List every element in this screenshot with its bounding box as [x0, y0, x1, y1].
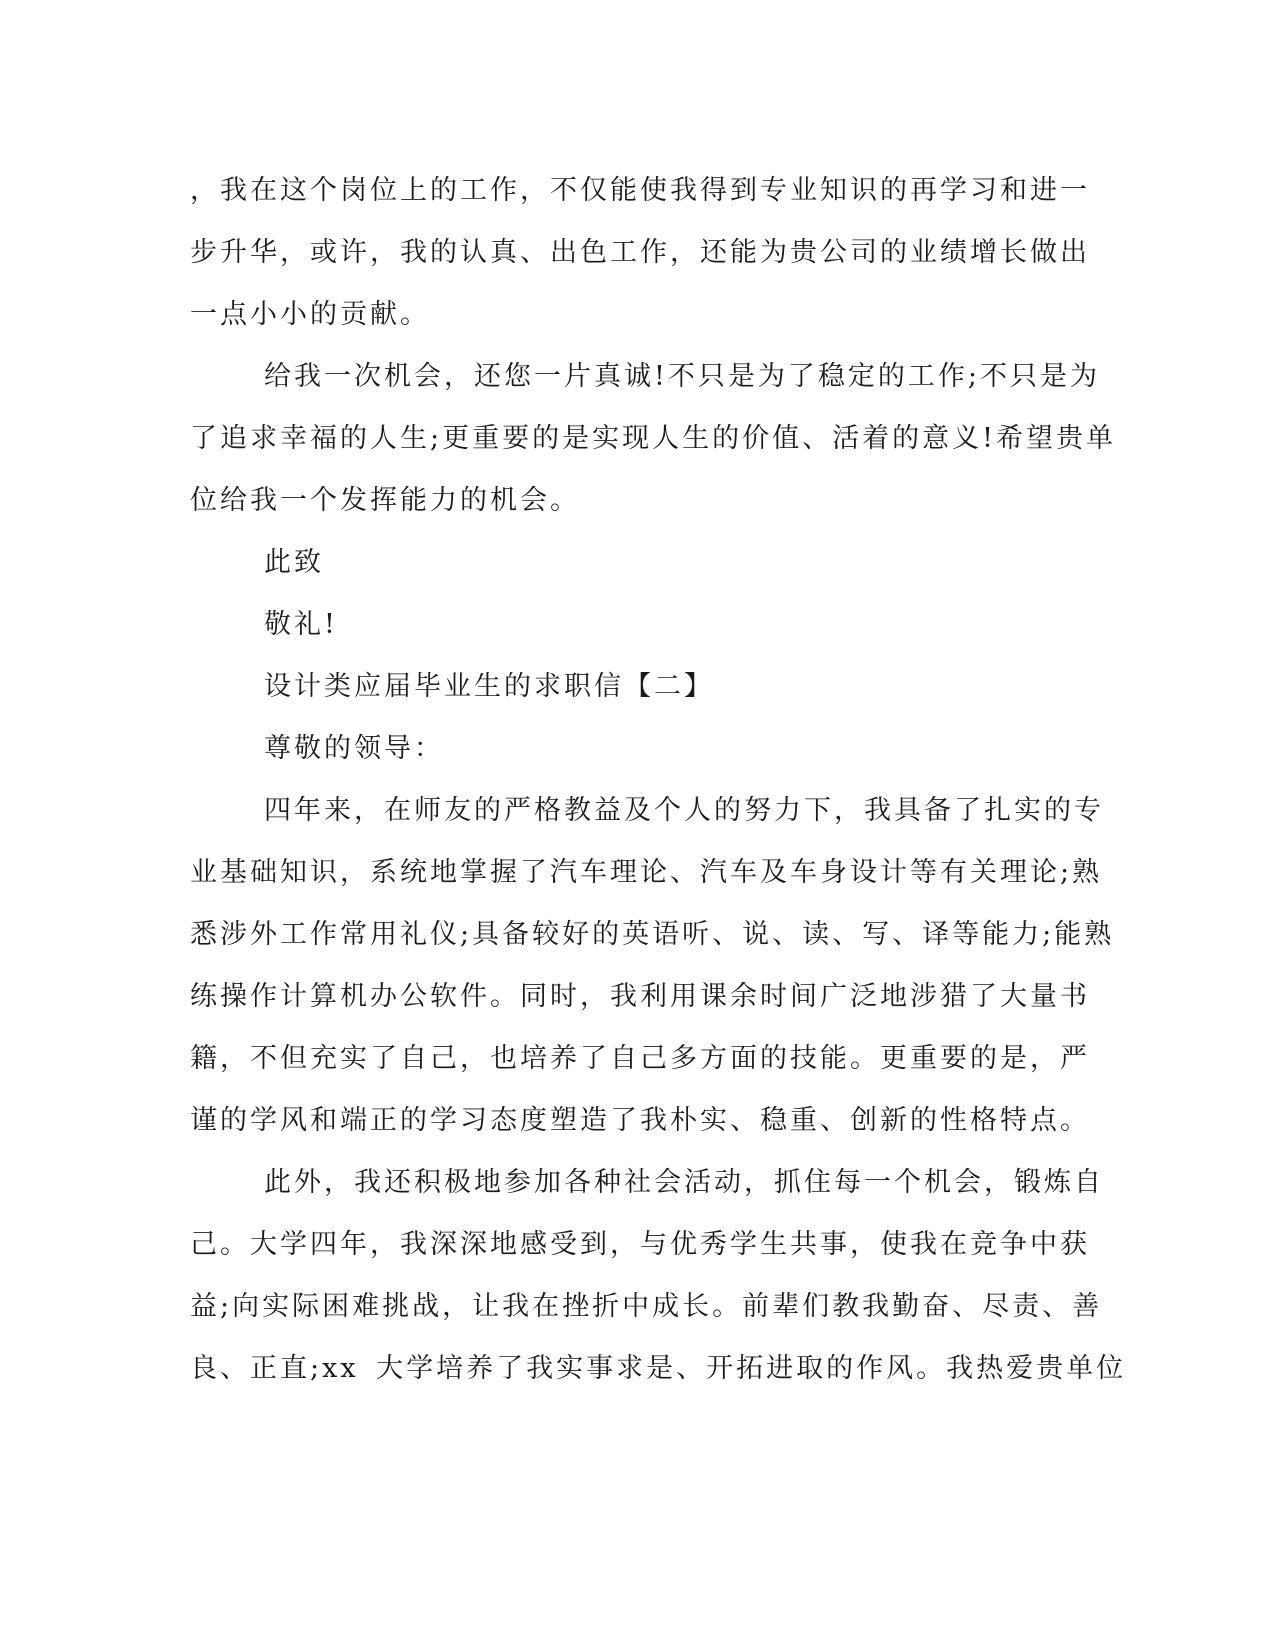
text-line: 了追求幸福的人生;更重要的是实现人生的价值、活着的意义!希望贵单 [190, 423, 1116, 454]
greeting: 尊敬的领导： [264, 733, 444, 764]
text-line: 良、正直;xx 大学培养了我实事求是、开拓进取的作风。我热爱贵单位 [190, 1353, 1127, 1384]
text-line: 练操作计算机办公软件。同时，我利用课余时间广泛地涉猎了大量书 [190, 981, 1090, 1012]
text-line: 谨的学风和端正的学习态度塑造了我朴实、稳重、创新的性格特点。 [190, 1105, 1090, 1136]
text-line: 悉涉外工作常用礼仪;具备较好的英语听、说、读、写、译等能力;能熟 [190, 919, 1115, 950]
text-line: ，我在这个岗位上的工作，不仅能使我得到专业知识的再学习和进一 [190, 175, 1090, 206]
text-line: 四年来，在师友的严格教益及个人的努力下，我具备了扎实的专 [264, 795, 1104, 826]
text-line: 一点小小的贡献。 [190, 299, 430, 330]
text-line: 籍，不但充实了自己，也培养了自己多方面的技能。更重要的是，严 [190, 1043, 1090, 1074]
section-heading: 设计类应届毕业生的求职信【二】 [264, 671, 714, 702]
text-line: 己。大学四年，我深深地感受到，与优秀学生共事，使我在竞争中获 [190, 1229, 1090, 1260]
text-line: 业基础知识，系统地掌握了汽车理论、汽车及车身设计等有关理论;熟 [190, 857, 1103, 888]
text-line: 给我一次机会，还您一片真诚!不只是为了稳定的工作;不只是为 [264, 361, 1100, 392]
text-line: 益;向实际困难挑战，让我在挫折中成长。前辈们教我勤奋、尽责、善 [190, 1291, 1103, 1322]
text-line: 此外，我还积极地参加各种社会活动，抓住每一个机会，锻炼自 [264, 1167, 1104, 1198]
closing-regards: 敬礼! [264, 609, 338, 640]
text-line: 步升华，或许，我的认真、出色工作，还能为贵公司的业绩增长做出 [190, 237, 1090, 268]
closing-salutation: 此致 [264, 547, 324, 578]
text-line: 位给我一个发挥能力的机会。 [190, 485, 580, 516]
letter-body [190, 160, 1127, 1400]
